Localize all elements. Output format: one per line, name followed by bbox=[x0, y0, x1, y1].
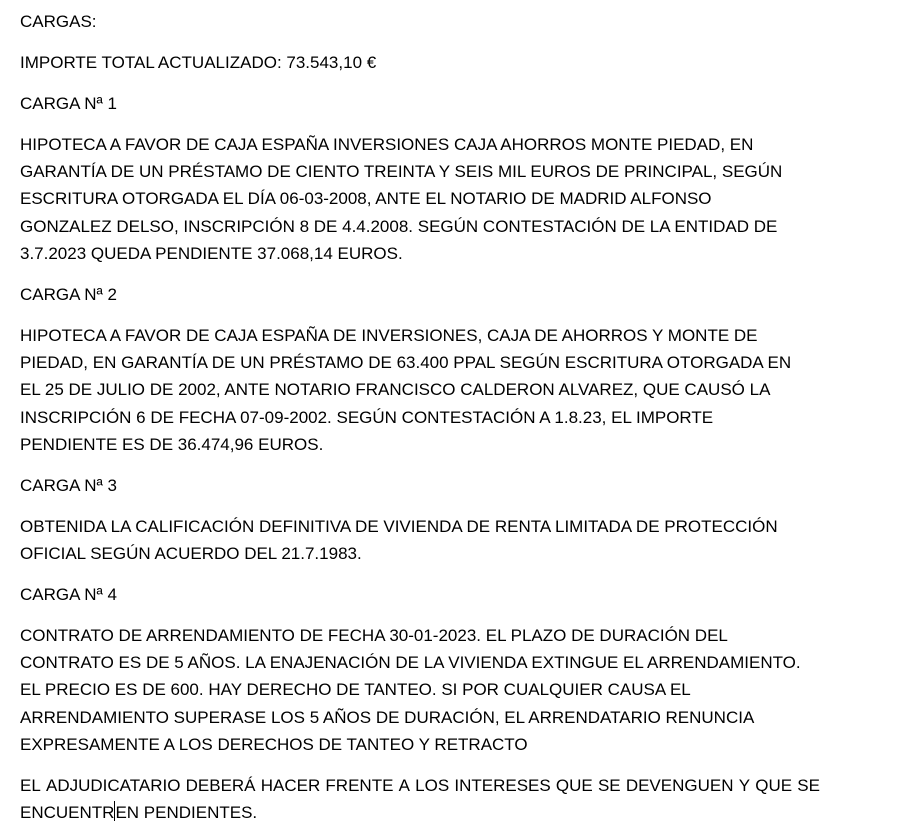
closing-paragraph bbox=[20, 772, 820, 827]
charge-2-line: INSCRIPCIÓN 6 DE FECHA 07-09-2002. SEGÚN CONTESTACIÓN A 1.8.23, EL IMPORTE bbox=[20, 407, 714, 427]
charge-1-line: 3.7.2023 QUEDA PENDIENTE 37.068,14 EUROS. bbox=[20, 243, 403, 263]
closing-word: SE bbox=[597, 775, 621, 795]
charge-body bbox=[20, 131, 820, 267]
closing-text-before-caret: ENCUENTR bbox=[20, 803, 115, 823]
charge-2-line: PIEDAD, EN GARANTÍA DE UN PRÉSTAMO DE 63.400 PPAL SEGÚN ESCRITURA OTORGADA EN bbox=[20, 352, 792, 372]
charge-1-line: GONZALEZ DELSO, INSCRIPCIÓN 8 DE 4.4.2008. SEGÚN CONTESTACIÓN DE LA ENTIDAD DE bbox=[20, 216, 778, 236]
charge-4-title: CARGA Nª 4 bbox=[20, 584, 117, 604]
charge-2-line: HIPOTECA A FAVOR DE CAJA ESPAÑA DE INVERSIONES, CAJA DE AHORROS Y MONTE DE bbox=[20, 325, 758, 345]
closing-word: DEBERÁ bbox=[185, 775, 256, 795]
closing-word: QUE bbox=[555, 775, 593, 795]
charge-body bbox=[20, 513, 820, 568]
charge-title bbox=[20, 281, 820, 308]
charge-body bbox=[20, 622, 820, 758]
charge-1-title: CARGA Nª 1 bbox=[20, 93, 117, 113]
heading bbox=[20, 8, 820, 35]
closing-line-1 bbox=[20, 772, 820, 799]
closing-word: DEVENGUEN bbox=[625, 775, 734, 795]
charge-1-line: ESCRITURA OTORGADA EL DÍA 06-03-2008, ANTE EL NOTARIO DE MADRID ALFONSO bbox=[20, 189, 712, 209]
closing-word: ADJUDICATARIO bbox=[45, 775, 181, 795]
charge-4-line: CONTRATO ES DE 5 AÑOS. LA ENAJENACIÓN DE LA VIVIENDA EXTINGUE EL ARRENDAMIENTO. bbox=[20, 652, 801, 672]
closing-word: Y bbox=[738, 775, 751, 795]
charge-3-line: OFICIAL SEGÚN ACUERDO DEL 21.7.1983. bbox=[20, 543, 362, 563]
charge-4-line: EL PRECIO ES DE 600. HAY DERECHO DE TANTEO. SI POR CUALQUIER CAUSA EL bbox=[20, 680, 691, 700]
total-amount-text: IMPORTE TOTAL ACTUALIZADO: 73.543,10 € bbox=[20, 52, 377, 72]
closing-word: A bbox=[398, 775, 410, 795]
charge-body bbox=[20, 322, 820, 458]
closing-word: INTERESES bbox=[454, 775, 551, 795]
closing-word: EL bbox=[20, 775, 41, 795]
charge-2-line: PENDIENTE ES DE 36.474,96 EUROS. bbox=[20, 434, 324, 454]
charge-3-line: OBTENIDA LA CALIFICACIÓN DEFINITIVA DE VIVIENDA DE RENTA LIMITADA DE PROTECCIÓN bbox=[20, 516, 778, 536]
charge-1-line: GARANTÍA DE UN PRÉSTAMO DE CIENTO TREINTA Y SEIS MIL EUROS DE PRINCIPAL, SEGÚN bbox=[20, 161, 783, 181]
charge-title bbox=[20, 472, 820, 499]
closing-word: HACER bbox=[260, 775, 321, 795]
charge-title bbox=[20, 90, 820, 117]
charge-4-line: ARRENDAMIENTO SUPERASE LOS 5 AÑOS DE DURACIÓN, EL ARRENDATARIO RENUNCIA bbox=[20, 707, 755, 727]
charge-title bbox=[20, 581, 820, 608]
closing-text-after-caret: EN PENDIENTES. bbox=[115, 803, 258, 823]
closing-word: LOS bbox=[415, 775, 450, 795]
closing-word: FRENTE bbox=[325, 775, 394, 795]
closing-line-2 bbox=[20, 799, 820, 826]
charge-2-title: CARGA Nª 2 bbox=[20, 284, 117, 304]
charge-1-line: HIPOTECA A FAVOR DE CAJA ESPAÑA INVERSIONES CAJA AHORROS MONTE PIEDAD, EN bbox=[20, 134, 754, 154]
closing-word: QUE bbox=[755, 775, 793, 795]
charge-3-title: CARGA Nª 3 bbox=[20, 475, 117, 495]
total-amount bbox=[20, 49, 820, 76]
heading-text: CARGAS: bbox=[20, 12, 97, 31]
document-body[interactable] bbox=[20, 8, 820, 840]
charge-4-line: EXPRESAMENTE A LOS DERECHOS DE TANTEO Y RETRACTO bbox=[20, 734, 528, 754]
closing-word: SE bbox=[797, 775, 820, 795]
charge-4-line: CONTRATO DE ARRENDAMIENTO DE FECHA 30-01-2023. EL PLAZO DE DURACIÓN DEL bbox=[20, 625, 728, 645]
charge-2-line: EL 25 DE JULIO DE 2002, ANTE NOTARIO FRANCISCO CALDERON ALVAREZ, QUE CAUSÓ LA bbox=[20, 380, 771, 400]
